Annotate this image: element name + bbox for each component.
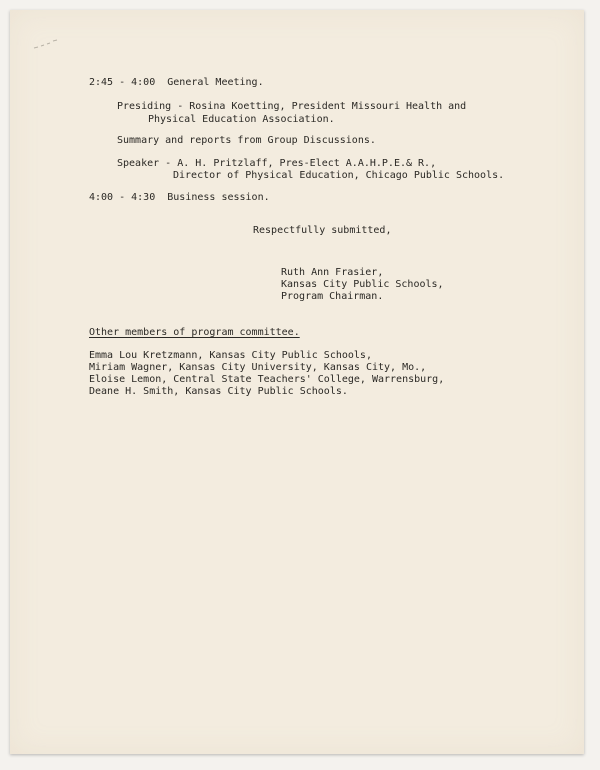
document-page — [10, 10, 584, 754]
signature-name: Ruth Ann Frasier, — [281, 267, 384, 278]
line-respectfully-submitted: Respectfully submitted, — [253, 225, 392, 236]
line-speaker: Speaker - A. H. Pritzlaff, Pres-Elect A.A.H.P.E.& R., — [117, 158, 437, 169]
committee-heading: Other members of program committee. — [89, 327, 300, 338]
line-summary: Summary and reports from Group Discussions. — [117, 135, 376, 146]
line-speaker-cont: Director of Physical Education, Chicago Public Schools. — [173, 170, 505, 181]
line-general-meeting: 2:45 - 4:00 General Meeting. — [89, 77, 264, 88]
line-presiding: Presiding - Rosina Koetting, President Missouri Health and — [117, 101, 467, 112]
signature-org: Kansas City Public Schools, — [281, 279, 444, 290]
line-presiding-cont: Physical Education Association. — [148, 114, 335, 125]
committee-member: Deane H. Smith, Kansas City Public Schools. — [89, 386, 348, 397]
committee-member: Miriam Wagner, Kansas City University, Kansas City, Mo., — [89, 362, 427, 373]
committee-member: Eloise Lemon, Central State Teachers' College, Warrensburg, — [89, 374, 445, 385]
pencil-mark — [32, 38, 62, 52]
signature-title: Program Chairman. — [281, 291, 384, 302]
line-business-session: 4:00 - 4:30 Business session. — [89, 192, 270, 203]
committee-member: Emma Lou Kretzmann, Kansas City Public Schools, — [89, 350, 372, 361]
